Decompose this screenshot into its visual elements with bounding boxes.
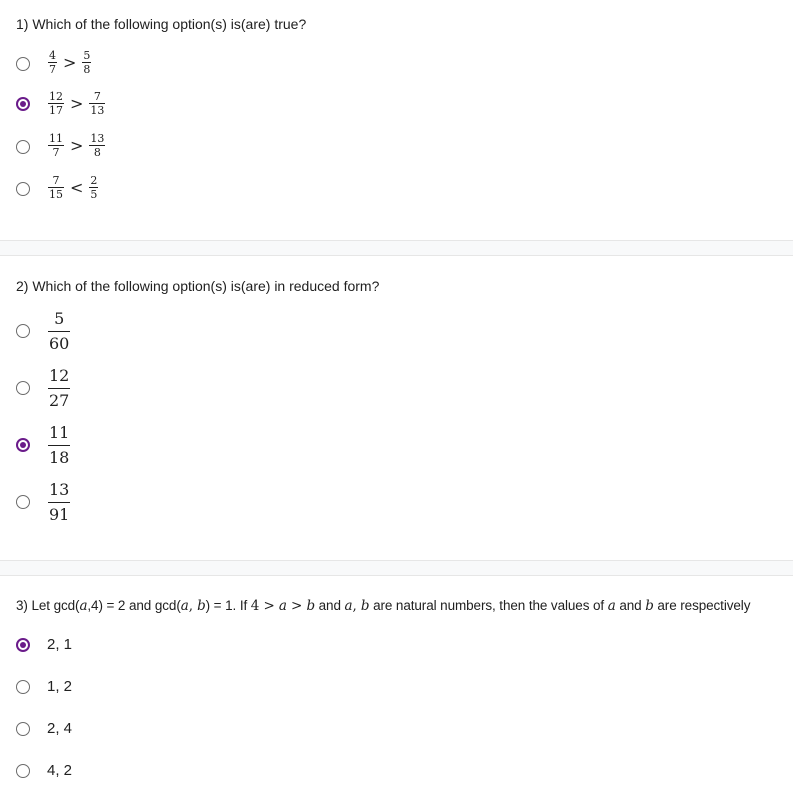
q3-option-2-label[interactable]: 1, 2 [47,678,73,695]
math-var-a: a [79,598,88,614]
numerator: 2 [90,174,98,187]
text-segment: , [188,598,198,614]
denominator: 60 [49,334,70,353]
question-separator [0,240,793,256]
denominator: 13 [90,104,105,117]
fraction [89,175,98,200]
question-1 [0,0,793,240]
numerator: 5 [54,309,65,328]
operator: < [70,178,84,197]
q2-option-1-radio[interactable] [16,324,30,338]
question-3 [0,576,793,792]
q3-option-3-label[interactable]: 2, 4 [47,720,73,737]
numerator: 7 [93,90,101,103]
math-var-b: b [360,598,370,614]
numerator: 4 [49,49,56,62]
q3-option-3-radio[interactable] [16,722,30,736]
q1-option-4[interactable] [48,175,98,200]
numerator: 12 [49,90,63,103]
fraction [82,50,91,75]
q1-option-2-radio[interactable] [16,97,30,111]
numerator: 13 [49,480,70,499]
fraction [48,368,70,409]
numerator: 5 [83,49,91,62]
question-2 [0,256,793,560]
q3-option-4-label[interactable]: 4, 2 [47,762,73,779]
math-var-b: b [197,598,206,614]
fraction [48,175,64,200]
math-var-a: a [180,598,189,614]
text-segment: ,4) = 2 and gcd( [87,598,181,613]
text-segment: ) = 1. If [205,598,251,613]
math-var-a: a [344,598,353,614]
q1-option-3[interactable] [48,133,105,158]
denominator: 18 [49,448,70,467]
operator: > [70,136,84,155]
denominator: 91 [49,505,70,524]
fraction [89,133,105,158]
denominator: 17 [49,104,63,117]
q3-option-2-radio[interactable] [16,680,30,694]
numerator: 12 [49,366,70,385]
q3-option-1-label[interactable]: 2, 1 [47,636,73,653]
denominator: 7 [49,63,56,76]
math-var-a: a [607,598,616,614]
question-3-text [16,598,750,614]
denominator: 7 [52,146,60,159]
text-segment: are natural numbers, then the values of [369,598,608,613]
q3-option-4-radio[interactable] [16,764,30,778]
math-var-b: b [645,598,654,614]
fraction [48,133,64,158]
q1-option-1[interactable] [48,50,91,75]
question-2-text: 2) Which of the following option(s) is(are) in reduced form? [16,278,380,294]
fraction [48,425,70,466]
fraction [89,91,105,116]
fraction [48,50,57,75]
question-separator [0,560,793,576]
denominator: 27 [49,391,70,410]
math-var-b: b [306,598,315,614]
denominator: 15 [49,188,63,201]
q2-option-2-radio[interactable] [16,381,30,395]
q1-option-2[interactable] [48,91,105,116]
question-1-text: 1) Which of the following option(s) is(are) true? [16,16,307,32]
q2-option-2[interactable] [48,368,70,409]
operator: > [70,94,84,113]
q2-option-3-radio[interactable] [16,438,30,452]
q1-option-3-radio[interactable] [16,140,30,154]
q1-option-1-radio[interactable] [16,57,30,71]
denominator: 5 [90,188,98,201]
q1-option-4-radio[interactable] [16,182,30,196]
text-segment: and [615,598,646,613]
fraction [48,482,70,523]
fraction [48,311,70,352]
math-number: 4 [250,598,260,614]
numerator: 7 [52,174,60,187]
denominator: 8 [83,63,91,76]
text-segment: and [315,598,345,613]
text-segment: 3) Let gcd( [16,598,80,613]
numerator: 11 [49,423,70,442]
numerator: 13 [90,132,105,145]
math-operator: > [286,598,307,614]
q2-option-1[interactable] [48,311,70,352]
fraction [48,91,64,116]
numerator: 11 [49,132,63,145]
q2-option-4[interactable] [48,482,70,523]
denominator: 8 [93,146,101,159]
math-operator: > [259,598,279,614]
q2-option-3[interactable] [48,425,70,466]
text-segment: are respectively [653,598,751,613]
text-segment: , [352,598,361,614]
q3-option-1-radio[interactable] [16,638,30,652]
operator: > [63,53,77,72]
q2-option-4-radio[interactable] [16,495,30,509]
math-var-a: a [278,598,287,614]
